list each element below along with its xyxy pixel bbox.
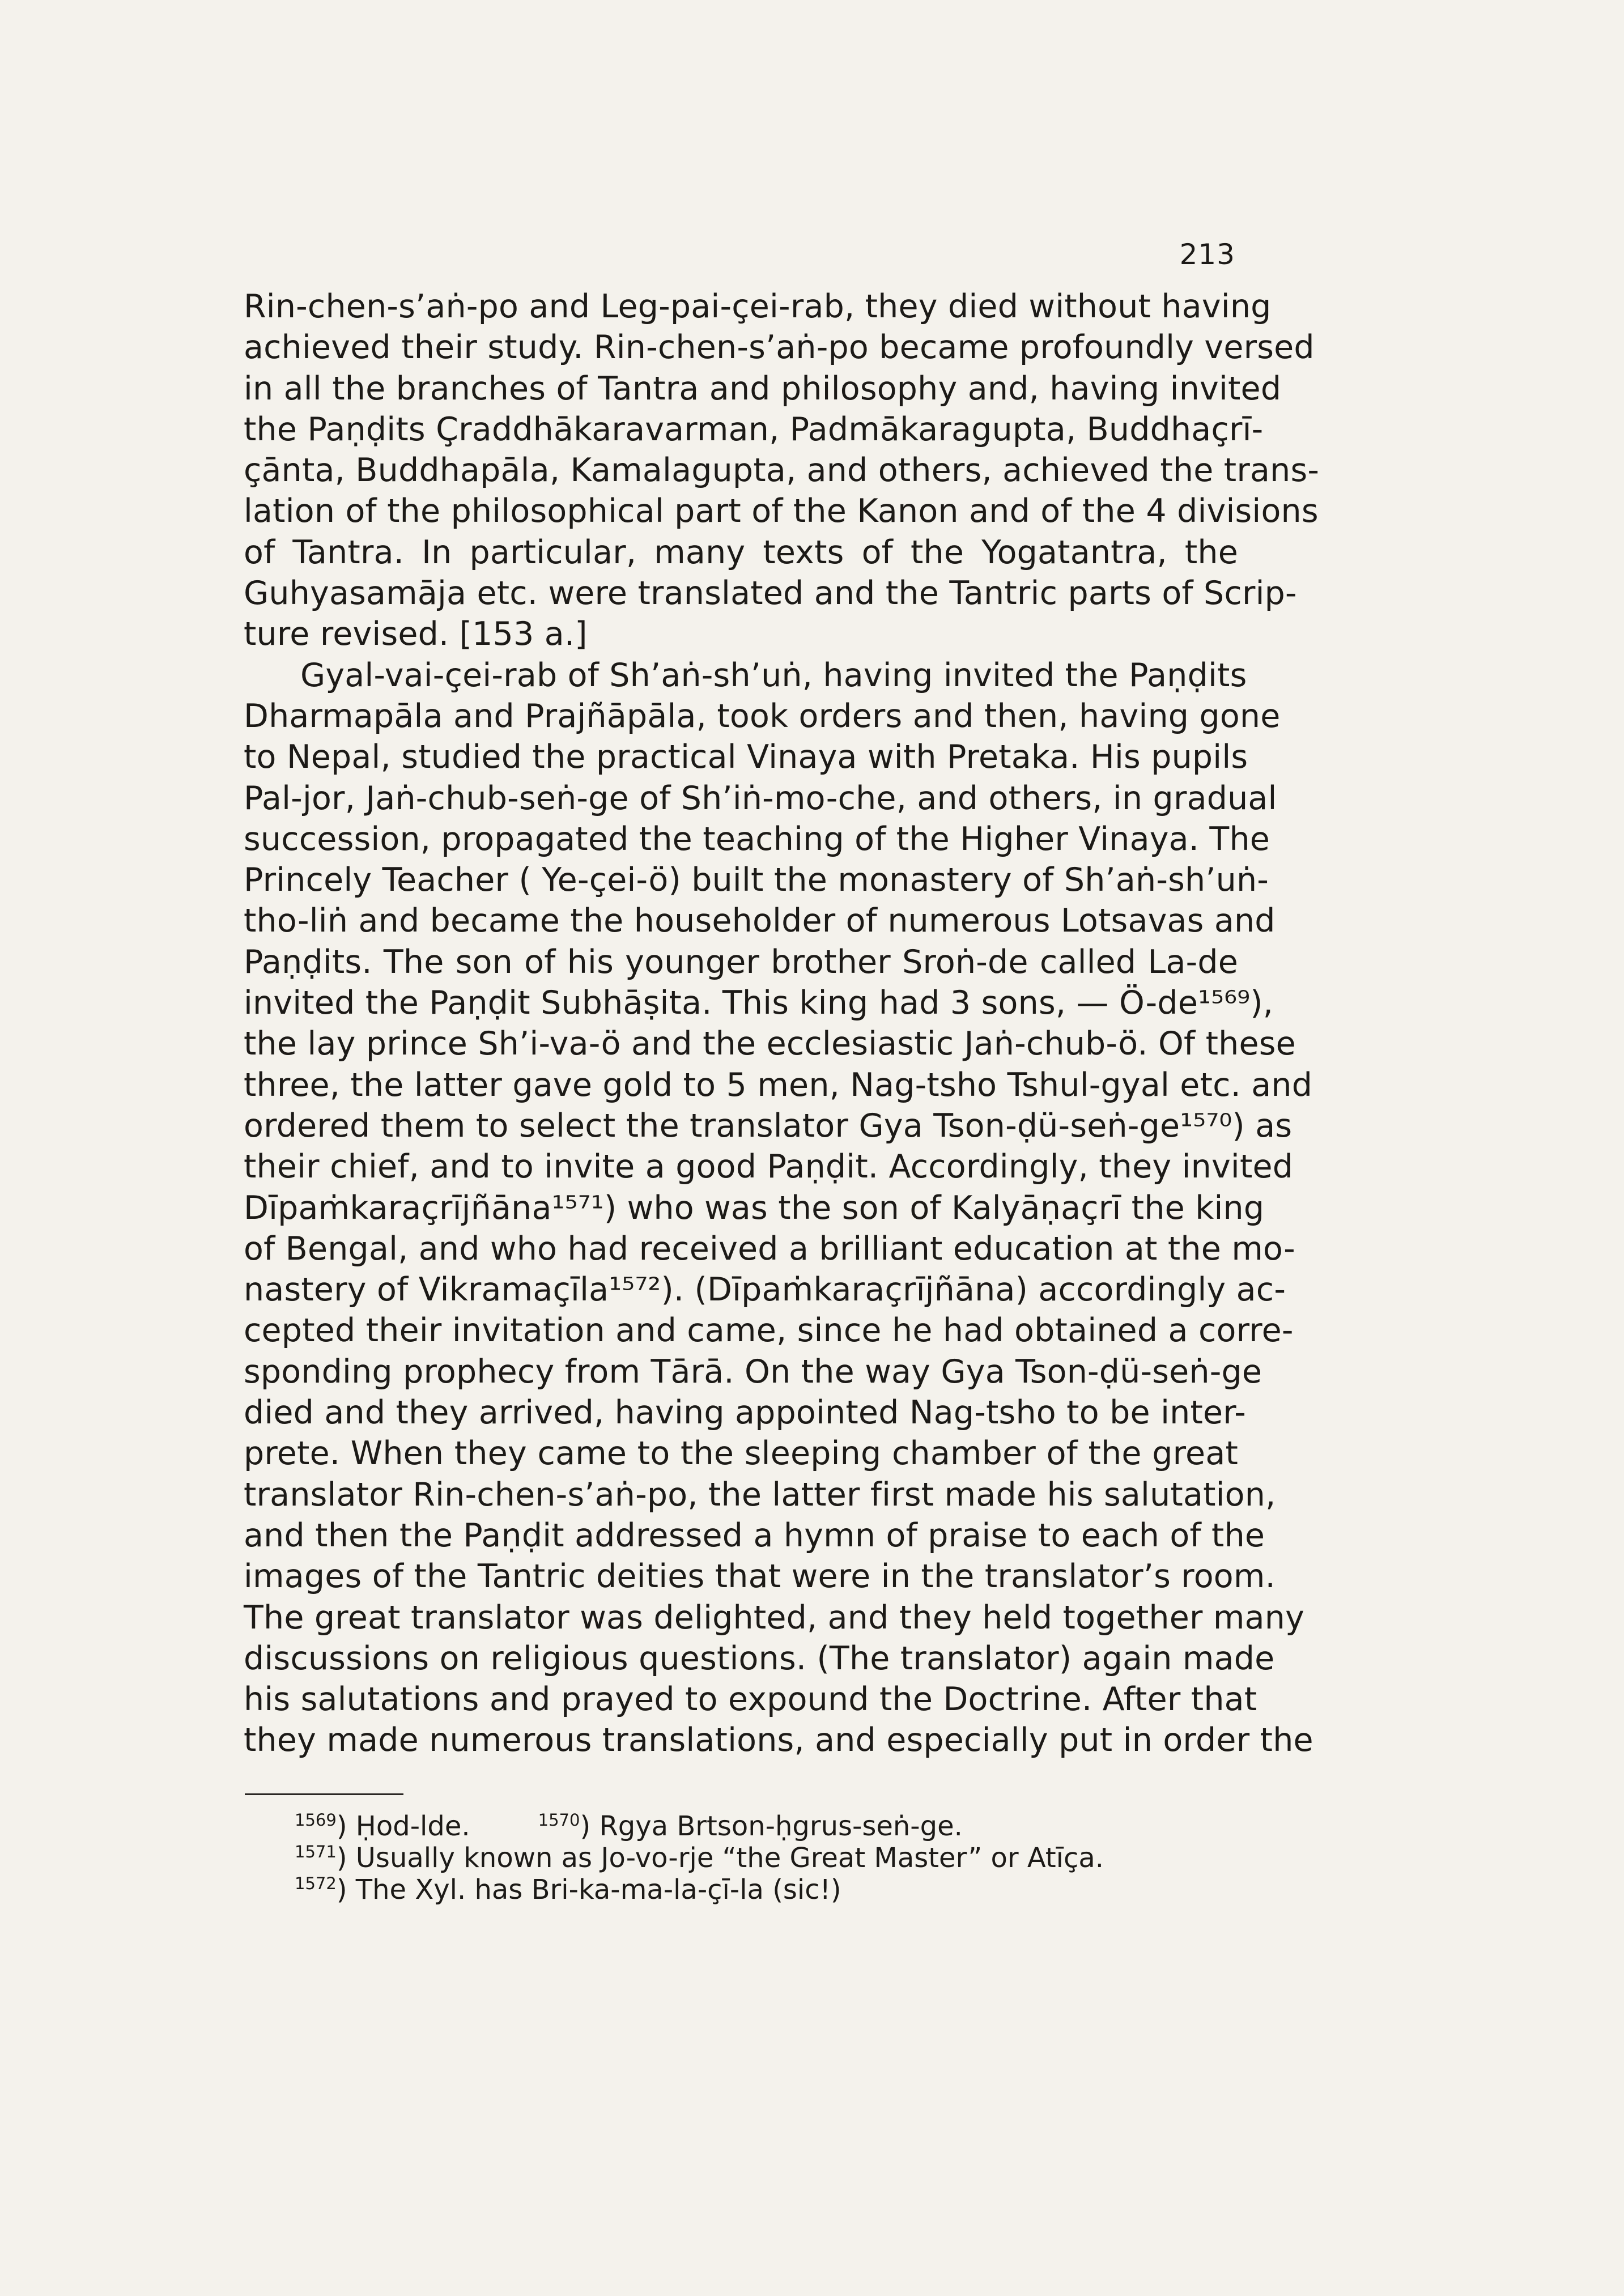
body-text	[244, 286, 1320, 1761]
text-line: lation of the philosophical part of the Kanon and of the 4 divisions	[244, 492, 1319, 530]
text-line: images of the Tantric deities that were in the translator’s room.	[244, 1558, 1276, 1596]
text-line: to Nepal, studied the practical Vinaya with Pretaka. His pupils	[244, 738, 1248, 776]
text-line: they made numerous translations, and especially put in order the	[244, 1721, 1313, 1759]
text-line: of Bengal, and who had received a brilliant education at the mo-	[244, 1230, 1295, 1268]
text-line: Guhyasamāja etc. were translated and the Tantric parts of Scrip-	[244, 575, 1297, 613]
text-line: and then the Paṇḍit addressed a hymn of praise to each of the	[244, 1516, 1265, 1554]
text-line: tho-liṅ and became the householder of numerous Lotsavas and	[244, 902, 1276, 940]
footnote-1569: $^{1569}$) Ḥod-lde.	[295, 1810, 470, 1842]
text-line: Pal-jor, Jaṅ-chub-seṅ-ge of Sh’iṅ-mo-che, and others, in gradual	[244, 779, 1277, 817]
text-line: invited the Paṇḍit Subhāṣita. This king had 3 sons, — Ö-de¹⁵⁶⁹),	[244, 984, 1274, 1022]
footnote-text: Usually known as Jo-vo-rje “the Great Master” or Atīça.	[355, 1842, 1104, 1874]
text-line: ture revised. [153 a.]	[244, 615, 588, 653]
text-line: çānta, Buddhapāla, Kamalagupta, and others, achieved the trans-	[244, 452, 1320, 490]
text-line: the lay prince Sh’i-va-ö and the ecclesiastic Jaṅ-chub-ö. Of these	[244, 1025, 1296, 1063]
text-line: Paṇḍits. The son of his younger brother Sroṅ-de called La-de	[244, 943, 1238, 981]
text-line: discussions on religious questions. (The translator) again made	[244, 1639, 1275, 1677]
text-line: The great translator was delighted, and they held together many	[244, 1598, 1305, 1636]
text-line: ordered them to select the translator Gya Tson-ḍü-seṅ-ge¹⁵⁷⁰) as	[244, 1107, 1293, 1145]
footnote-text: Ḥod-lde.	[355, 1810, 470, 1842]
text-line: achieved their study. Rin-chen-s’aṅ-po became profoundly versed	[244, 329, 1315, 367]
footnote-number: 1570	[538, 1810, 580, 1830]
footnote-1571: $^{1571}$) Usually known as Jo-vo-rje “the Great Master” or Atīça.	[295, 1842, 1104, 1874]
text-line: cepted their invitation and came, since he had obtained a corre-	[244, 1312, 1294, 1350]
footnote-number: 1572	[295, 1874, 337, 1893]
text-line: Rin-chen-s’aṅ-po and Leg-pai-çei-rab, they died without having	[244, 288, 1272, 325]
text-line: prete. When they came to the sleeping chamber of the great	[244, 1435, 1238, 1473]
footnote-number: 1569	[295, 1810, 337, 1830]
footnotes	[295, 1810, 1258, 1906]
text-line: his salutations and prayed to expound the Doctrine. After that	[244, 1681, 1257, 1719]
footnote-text: Rgya Brtson-ḥgrus-seṅ-ge.	[599, 1810, 963, 1842]
text-line: the Paṇḍits Çraddhākaravarman, Padmākaragupta, Buddhaçrī-	[244, 410, 1264, 448]
footnote-1570: $^{1570}$) Rgya Brtson-ḥgrus-seṅ-ge.	[538, 1810, 963, 1842]
footnote-number: 1571	[295, 1842, 337, 1861]
text-line: of Tantra. In particular, many texts of the Yogatantra, the	[244, 533, 1238, 571]
text-line: Dīpaṁkaraçrījñāna¹⁵⁷¹) who was the son of Kalyāṇaçrī the king	[244, 1189, 1265, 1227]
text-line: Gyal-vai-çei-rab of Sh’aṅ-sh’uṅ, having invited the Paṇḍits	[300, 656, 1247, 694]
text-line: nastery of Vikramaçīla¹⁵⁷²). (Dīpaṁkaraçrījñāna) accordingly ac-	[244, 1271, 1286, 1309]
text-line: in all the branches of Tantra and philosophy and, having invited	[244, 369, 1282, 407]
footnote-1572: $^{1572}$) The Xyl. has Bri-ka-ma-la-çī-la (sic!)	[295, 1874, 841, 1906]
text-line: sponding prophecy from Tārā. On the way Gya Tson-ḍü-seṅ-ge	[244, 1353, 1262, 1391]
text-line: translator Rin-chen-s’aṅ-po, the latter first made his salutation,	[244, 1476, 1276, 1513]
footnote-text: The Xyl. has Bri-ka-ma-la-çī-la (sic!)	[355, 1874, 841, 1906]
footnote-line	[295, 1810, 1258, 1842]
page-number: 213	[1179, 238, 1235, 271]
text-line: their chief, and to invite a good Paṇḍit. Accordingly, they invited	[244, 1148, 1294, 1186]
text-line: Princely Teacher ( Ye-çei-ö) built the monastery of Sh’aṅ-sh’uṅ-	[244, 861, 1269, 899]
text-line: three, the latter gave gold to 5 men, Nag-tsho Tshul-gyal etc. and	[244, 1066, 1313, 1104]
footnote-separator	[245, 1793, 403, 1795]
text-line: Dharmapāla and Prajñāpāla, took orders and then, having gone	[244, 697, 1281, 735]
text-line: succession, propagated the teaching of the Higher Vinaya. The	[244, 820, 1270, 858]
text-line: died and they arrived, having appointed Nag-tsho to be inter-	[244, 1394, 1247, 1432]
